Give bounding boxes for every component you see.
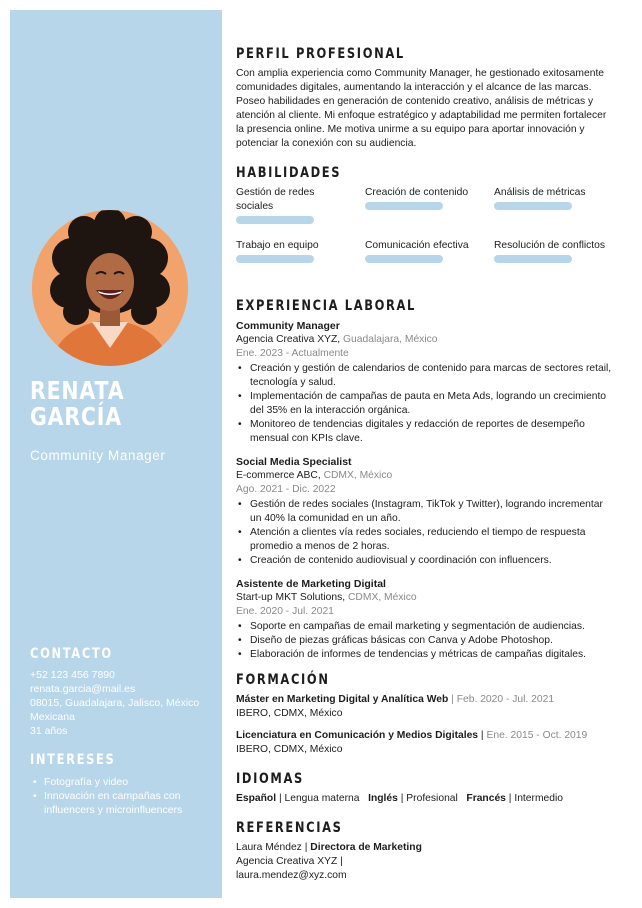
job-location: CDMX, México: [323, 470, 393, 481]
candidate-name: [30, 378, 186, 430]
job-bullet: • Creación de contenido audiovisual y coordinación con influencers.: [236, 554, 616, 568]
skill-bar: [365, 202, 443, 210]
job-company-line: [236, 591, 616, 605]
languages-line: [236, 792, 616, 806]
education-heading: FORMACIÓN: [236, 672, 330, 688]
candidate-role: Community Manager: [30, 448, 166, 463]
profile-photo: [32, 210, 188, 366]
education-entry: [236, 729, 616, 757]
skill-item: [236, 186, 365, 231]
summary-section: [236, 46, 616, 151]
job-bullets: [236, 620, 616, 662]
job-entry: [236, 577, 616, 662]
job-company-line: [236, 469, 616, 483]
job-bullet: • Atención a clientes vía redes sociales, reduciendo el tiempo de respuesta promedio a menos de 2 horas.: [236, 526, 616, 554]
skill-item: [365, 186, 494, 231]
portrait-image: [32, 210, 188, 366]
job-bullets: [236, 362, 616, 446]
education-separator: |: [451, 694, 454, 705]
contact-section: [30, 646, 222, 738]
language-level: Lengua materna: [284, 793, 360, 804]
references-heading: REFERENCIAS: [236, 820, 343, 836]
skill-name: Gestión de redes sociales: [236, 187, 315, 212]
skill-item: [236, 239, 365, 284]
skill-name: Trabajo en equipo: [236, 240, 319, 251]
reference-email[interactable]: laura.mendez@xyz.com: [236, 870, 347, 881]
contact-email: renata.garcia@mail.es: [30, 683, 136, 695]
interests-heading: INTERESES: [30, 752, 116, 768]
languages-section: [236, 771, 616, 806]
skill-bar: [365, 255, 443, 263]
job-bullet: • Implementación de campañas de pauta en Meta Ads, logrando un crecimiento del 35% en la interacción orgánica.: [236, 390, 616, 418]
sidebar: [10, 10, 222, 898]
interest-item: • Fotografía y video: [30, 775, 222, 789]
job-bullet: • Creación y gestión de calendarios de contenido para marcas de sectores retail, tecnología y salud.: [236, 362, 616, 390]
job-title: Asistente de Marketing Digital: [236, 578, 386, 590]
skill-name: Resolución de conflictos: [494, 240, 606, 251]
job-bullets: [236, 498, 616, 568]
language-separator: |: [508, 793, 512, 804]
education-separator: |: [480, 730, 484, 741]
language-name: Español: [236, 793, 277, 804]
skill-name: Creación de contenido: [365, 187, 469, 198]
interests-section: [30, 752, 222, 817]
skills-heading: HABILIDADES: [236, 165, 342, 181]
name-first: RENATA: [30, 376, 125, 405]
education-degree: Máster en Marketing Digital y Analítica Web: [236, 694, 449, 705]
references-section: [236, 820, 616, 883]
skill-bar: [494, 255, 572, 263]
experience-heading: EXPERIENCIA LABORAL: [236, 298, 417, 314]
skill-name: Comunicación efectiva: [365, 240, 469, 251]
main-content: [236, 46, 616, 897]
skill-item: [494, 186, 616, 231]
job-dates: Ene. 2020 - Jul. 2021: [236, 606, 334, 617]
job-bullet: • Soporte en campañas de email marketing y segmentación de audiencias.: [236, 620, 616, 634]
job-entry: [236, 319, 616, 446]
job-title: Social Media Specialist: [236, 456, 352, 468]
job-company-line: [236, 333, 616, 347]
reference-position: Directora de Marketing: [310, 842, 422, 853]
job-bullet: • Monitoreo de tendencias digitales y redacción de reportes de desempeño mensual con KPIs clave.: [236, 418, 616, 446]
contact-heading: CONTACTO: [30, 646, 113, 662]
job-bullet: • Diseño de piezas gráficas básicas con Canva y Adobe Photoshop.: [236, 634, 616, 648]
skills-section: [236, 165, 616, 284]
skill-item: [365, 239, 494, 284]
skills-grid: [236, 186, 616, 284]
education-dates: Feb. 2020 - Jul. 2021: [456, 694, 555, 705]
education-school: IBERO, CDMX, México: [236, 708, 343, 719]
contact-nationality: Mexicana: [30, 711, 75, 723]
language-level: Profesional: [406, 793, 458, 804]
language-level: Intermedio: [514, 793, 563, 804]
education-section: [236, 672, 616, 757]
job-dates: Ago. 2021 - Dic. 2022: [236, 484, 336, 495]
summary-heading: PERFIL PROFESIONAL: [236, 46, 405, 62]
language-name: Francés: [466, 793, 506, 804]
job-location: CDMX, México: [348, 592, 417, 603]
job-location: Guadalajara, México: [343, 334, 438, 345]
language-name: Inglés: [368, 793, 398, 804]
reference-company: Agencia Creativa XYZ |: [236, 856, 343, 867]
language-separator: |: [278, 793, 282, 804]
reference-separator: |: [304, 842, 308, 853]
job-bullet: • Elaboración de informes de tendencias y métricas de campañas digitales.: [236, 648, 616, 662]
contact-phone: +52 123 456 7890: [30, 669, 115, 681]
language-separator: |: [400, 793, 404, 804]
skill-item: [494, 239, 616, 284]
job-entry: [236, 455, 616, 568]
job-dates: Ene. 2023 - Actualmente: [236, 348, 349, 359]
job-company: E-commerce ABC,: [236, 470, 321, 481]
reference-line: [236, 841, 616, 855]
job-title: Community Manager: [236, 320, 340, 332]
experience-section: [236, 298, 616, 662]
skill-bar: [236, 255, 314, 263]
reference-name: Laura Méndez: [236, 842, 302, 853]
education-degree: Licenciatura en Comunicación y Medios Digitales: [236, 730, 479, 741]
name-last: GARCÍA: [30, 402, 122, 431]
education-entry: [236, 693, 616, 721]
interests-list: [30, 775, 222, 817]
job-bullet: • Gestión de redes sociales (Instagram, TikTok y Twitter), logrando incrementar un 40% la comunidad en un año.: [236, 498, 616, 526]
job-company: Agencia Creativa XYZ,: [236, 334, 341, 345]
skill-name: Análisis de métricas: [494, 187, 586, 198]
languages-heading: IDIOMAS: [236, 771, 304, 787]
summary-text: Con amplia experiencia como Community Manager, he gestionado exitosamente comunidades digitales, aumentando la interacción y el alcance de las marcas. Poseo habilidades en generación de contenido creativo, análisis de métricas y atención al cliente. Mi enfoque estratégico y adaptabilidad me permiten fortalecer la presencia online. Me motiva unirme a su equipo para aportar innovación y potenciar la conexión con su audiencia.: [236, 68, 607, 149]
skill-bar: [494, 202, 572, 210]
education-school: IBERO, CDMX, México: [236, 744, 343, 755]
education-dates: Ene. 2015 - Oct. 2019: [486, 730, 588, 741]
contact-address: 08015, Guadalajara, Jalisco, México: [30, 697, 200, 709]
contact-age: 31 años: [30, 725, 68, 737]
job-company: Start-up MKT Solutions,: [236, 592, 346, 603]
skill-bar: [236, 216, 314, 224]
interest-item: • Innovación en campañas con influencers y microinfluencers: [30, 789, 222, 817]
